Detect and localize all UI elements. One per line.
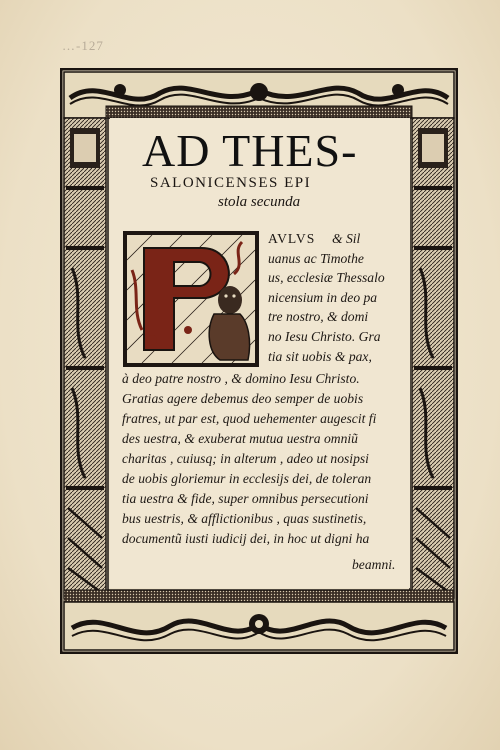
text-line: tia sit uobis & pax,: [268, 349, 372, 364]
text-line: fratres, ut par est, quod uehementer augescit fi: [122, 411, 377, 426]
title-line-2: SALONICENSES EPI: [150, 175, 312, 191]
text-line: us, ecclesiæ Thessalo: [268, 270, 385, 285]
initial-woodcut-image: [122, 230, 260, 368]
title-line-1: AD THES-: [142, 125, 358, 176]
text-line: des uestra, & exuberat mutua uestra omniũ: [122, 431, 358, 446]
text-line: tre nostro, & domi: [268, 309, 369, 324]
text-line: documentũ iusti iudicij dei, in hoc ut digni ha: [122, 531, 370, 546]
text-line: bus uestris, & afflictionibus , quas sustinetis,: [122, 511, 367, 526]
text-line: Gratias agere debemus deo semper de uobis: [122, 391, 364, 406]
text-line: & Sil: [332, 231, 361, 246]
text-line: no Iesu Christo. Gra: [268, 329, 381, 344]
text-line: à deo patre nostro , & domino Iesu Christo.: [122, 371, 360, 386]
decorated-initial: [122, 230, 260, 368]
margin-note: …-127: [62, 38, 104, 53]
text-line: de uobis gloriemur in ecclesijs dei, de toleran: [122, 471, 372, 486]
text-line: tia uestra & fide, super omnibus persecutioni: [122, 491, 369, 506]
text-line: charitas , cuiusq; in alterum , adeo ut nosipsi: [122, 451, 369, 466]
text-line: uanus ac Timothe: [268, 251, 364, 266]
text-line: beamni.: [352, 557, 396, 572]
first-word-caps: AVLVS: [268, 231, 316, 246]
text-line: nicensium in deo pa: [268, 290, 378, 305]
title-line-3: stola secunda: [218, 194, 301, 210]
